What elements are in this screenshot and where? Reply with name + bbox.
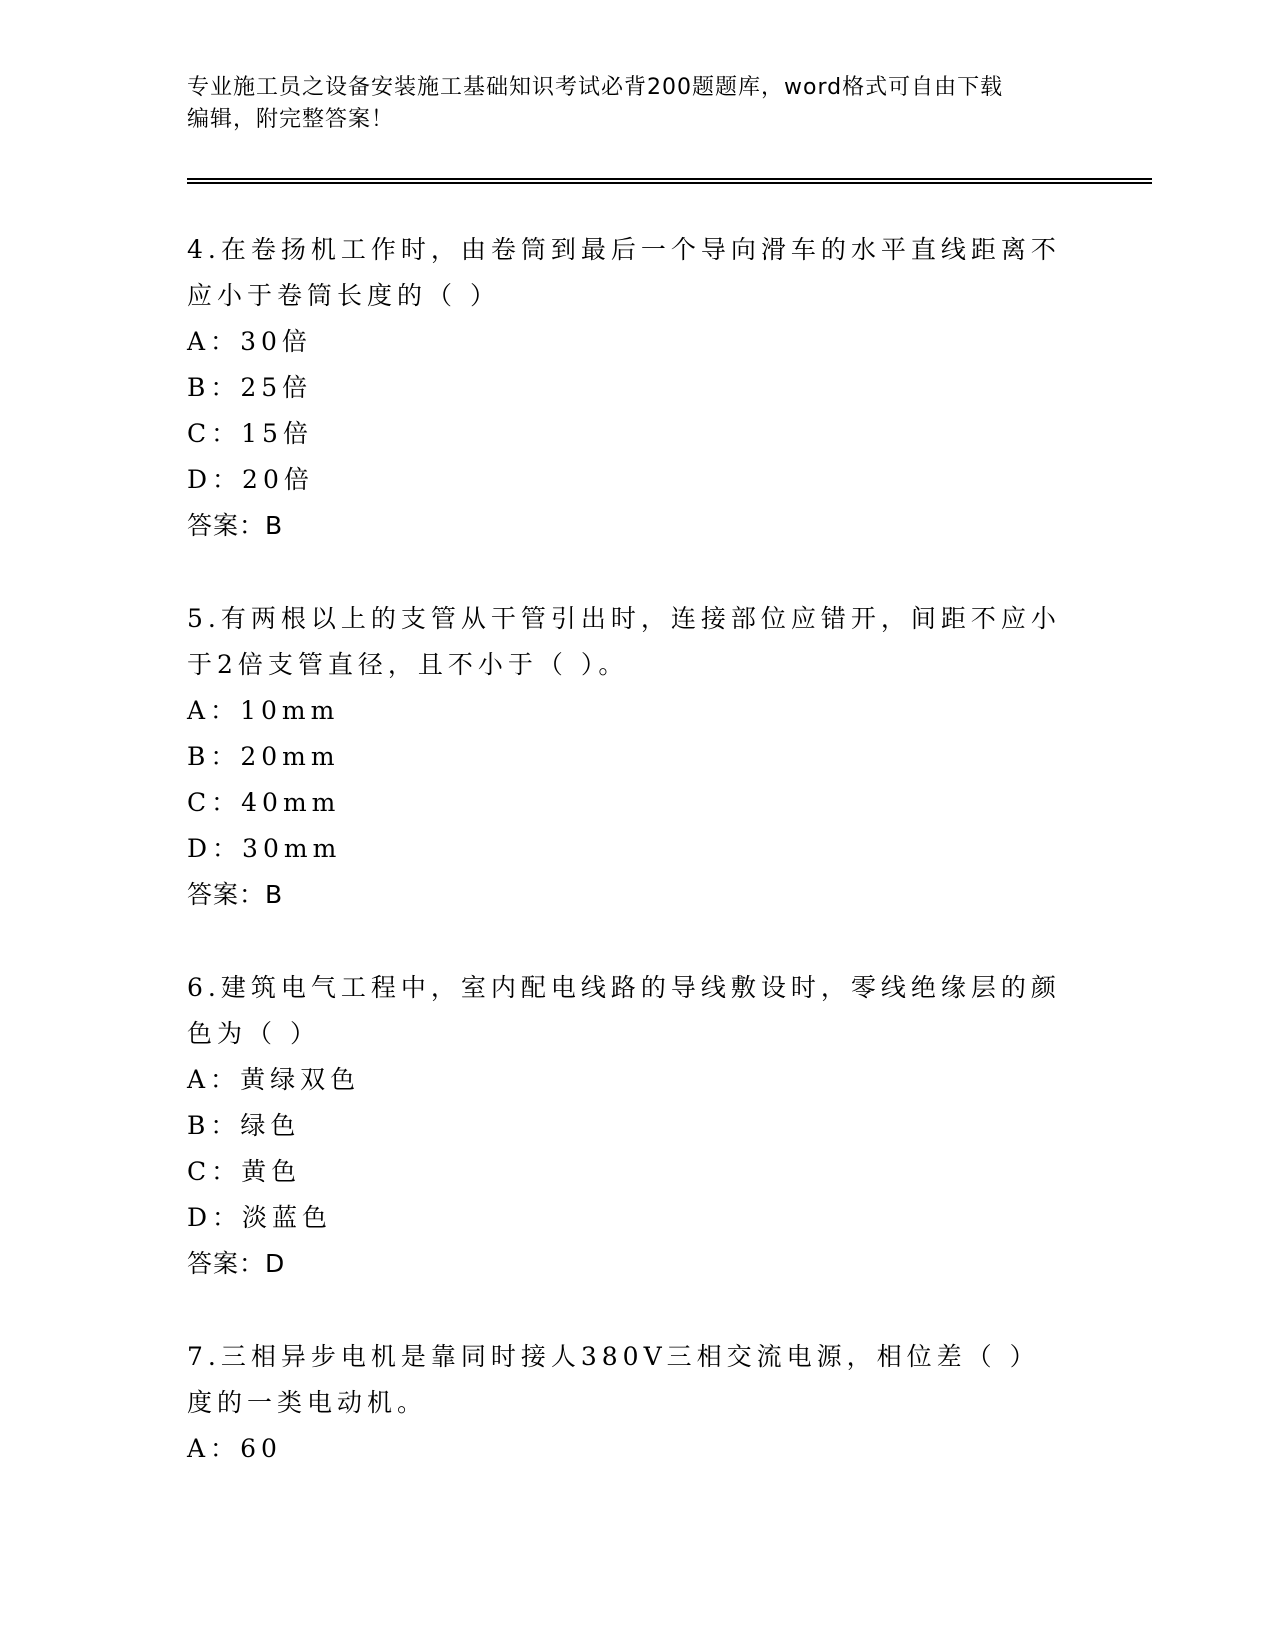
- question-stem: 6.建筑电气工程中，室内配电线路的导线敷设时，零线绝缘层的颜色为（ ）: [187, 973, 1061, 1048]
- option-label: B：: [187, 742, 241, 771]
- header-divider-bottom: [187, 182, 1152, 184]
- option-text: 绿色: [240, 1111, 301, 1140]
- question-stem: 4.在卷扬机工作时，由卷筒到最后一个导向滑车的水平直线距离不应小于卷筒长度的（ ）: [187, 235, 1061, 310]
- option-text: 黄绿双色: [240, 1065, 361, 1094]
- option-c: [187, 780, 1067, 826]
- option-b: [187, 734, 1067, 780]
- option-label: C：: [187, 419, 242, 448]
- option-label: A：: [187, 696, 241, 725]
- option-b: [187, 1103, 1067, 1149]
- question-4: [187, 227, 1067, 549]
- answer-line: 答案：B: [187, 511, 284, 540]
- option-text: 10mm: [240, 696, 340, 725]
- option-text: 20mm: [240, 742, 340, 771]
- option-text: 15倍: [241, 419, 313, 448]
- header-divider-top: [187, 178, 1152, 180]
- question-5: [187, 596, 1067, 918]
- option-label: C：: [187, 788, 242, 817]
- option-label: D：: [187, 465, 243, 494]
- option-label: A：: [187, 1065, 241, 1094]
- document-header: [187, 72, 1067, 136]
- option-label: B：: [187, 1111, 241, 1140]
- question-stem: 7.三相异步电机是靠同时接人380V三相交流电源，相位差（ ）度的一类电动机。: [187, 1342, 1040, 1417]
- option-text: 25倍: [240, 373, 313, 402]
- header-line-1: 专业施工员之设备安装施工基础知识考试必背200题题库，word格式可自由下载: [187, 75, 1004, 100]
- option-text: 30倍: [240, 327, 312, 356]
- option-a: [187, 319, 1067, 365]
- option-text: 黄色: [241, 1157, 302, 1186]
- option-a: [187, 1057, 1067, 1103]
- option-d: [187, 1195, 1067, 1241]
- question-7: [187, 1334, 1067, 1472]
- option-a: [187, 1426, 1067, 1472]
- option-label: C：: [187, 1157, 242, 1186]
- option-text: 淡蓝色: [242, 1203, 333, 1232]
- option-text: 60: [240, 1434, 282, 1463]
- option-label: D：: [187, 1203, 243, 1232]
- answer-line: 答案：D: [187, 1249, 286, 1278]
- option-b: [187, 365, 1067, 411]
- option-label: A：: [187, 1434, 241, 1463]
- option-text: 40mm: [241, 788, 341, 817]
- answer-line: 答案：B: [187, 880, 284, 909]
- question-6: [187, 965, 1067, 1287]
- option-label: B：: [187, 373, 241, 402]
- option-c: [187, 411, 1067, 457]
- header-line-2: 编辑，附完整答案！: [187, 107, 395, 132]
- option-a: [187, 688, 1067, 734]
- option-text: 30mm: [242, 834, 342, 863]
- option-text: 20倍: [242, 465, 314, 494]
- option-d: [187, 457, 1067, 503]
- option-c: [187, 1149, 1067, 1195]
- option-label: A：: [187, 327, 241, 356]
- option-label: D：: [187, 834, 243, 863]
- question-stem: 5.有两根以上的支管从干管引出时，连接部位应错开，间距不应小于2倍支管直径，且不小于（ ）。: [187, 604, 1061, 679]
- option-d: [187, 826, 1067, 872]
